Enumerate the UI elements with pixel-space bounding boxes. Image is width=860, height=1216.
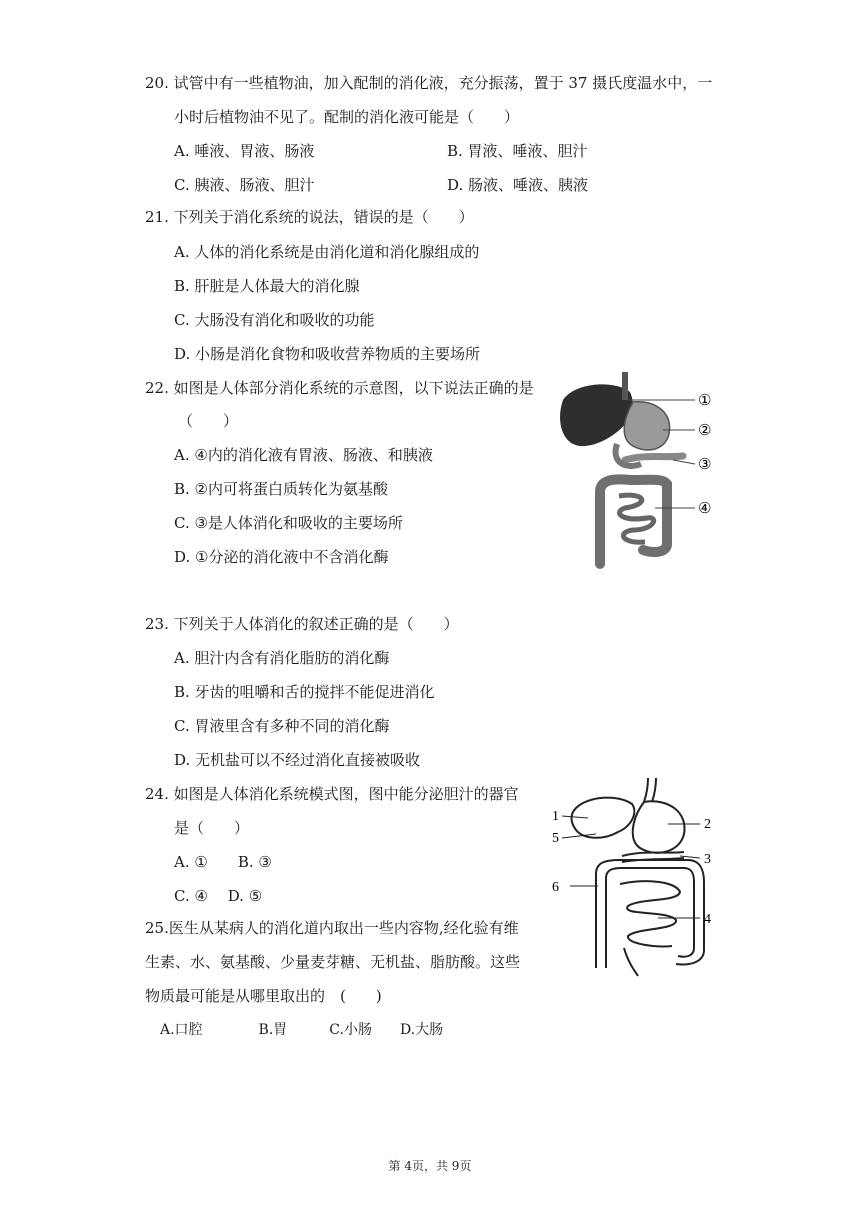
figure-label: 4	[704, 912, 711, 927]
figure-label: 5	[552, 831, 559, 846]
q22-option-d: D. ①分泌的消化液中不含消化酶	[174, 548, 389, 566]
q21-option-d: D. 小肠是消化食物和吸收营养物质的主要场所	[174, 345, 481, 363]
q20-option-a: A. 唾液、胃液、肠液	[174, 142, 315, 160]
stomach-shape	[624, 402, 669, 450]
q22-option-b: B. ②内可将蛋白质转化为氨基酸	[174, 480, 389, 498]
q23-option-c: C. 胃液里含有多种不同的消化酶	[174, 717, 390, 735]
q23-option-a: A. 胆汁内含有消化脂肪的消化酶	[174, 649, 390, 667]
q20-option-d: D. 肠液、唾液、胰液	[447, 176, 589, 194]
q20-stem-line1: 20. 试管中有一些植物油，加入配制的消化液，充分振荡，置于 37 摄氏度温水中，一	[145, 74, 713, 92]
q23-stem: 23. 下列关于人体消化的叙述正确的是（ ）	[145, 615, 459, 633]
figure-label: 3	[704, 852, 711, 867]
q21-stem: 21. 下列关于消化系统的说法，错误的是（ ）	[145, 208, 474, 226]
q22-stem-line2: （ ）	[178, 412, 239, 430]
liver-shape	[560, 384, 633, 446]
q20-stem-line2: 小时后植物油不见了。配制的消化液可能是（ ）	[174, 108, 520, 126]
digestive-system-figure-q24	[548, 778, 718, 978]
q25-stem-line1: 25.医生从某病人的消化道内取出一些内容物,经化验有维	[145, 919, 519, 937]
small-intestine-outline	[620, 881, 680, 946]
figure-label: 6	[552, 880, 559, 895]
q21-option-a: A. 人体的消化系统是由消化道和消化腺组成的	[174, 243, 480, 261]
q25-stem-line2: 生素、水、氨基酸、少量麦芽糖、无机盐、脂肪酸。这些	[145, 953, 521, 971]
q20-option-b: B. 胃液、唾液、胆汁	[447, 142, 588, 160]
q21-option-b: B. 肝脏是人体最大的消化腺	[174, 277, 360, 295]
small-intestine-shape	[619, 495, 654, 542]
pancreas-shape	[625, 456, 683, 460]
q24-options-cd: C. ④ D. ⑤	[174, 887, 263, 905]
q20-option-c: C. 胰液、肠液、胆汁	[174, 176, 315, 194]
figure-label: ④	[698, 499, 712, 517]
large-intestine-shape	[600, 479, 667, 564]
figure-label: ③	[698, 455, 712, 473]
q22-option-c: C. ③是人体消化和吸收的主要场所	[174, 514, 403, 532]
q21-option-c: C. 大肠没有消化和吸收的功能	[174, 311, 375, 329]
stomach-outline	[633, 801, 685, 852]
q25-stem-line3: 物质最可能是从哪里取出的 ( )	[145, 987, 382, 1005]
page-footer: 第 4页，共 9页	[388, 1159, 472, 1173]
q23-option-d: D. 无机盐可以不经过消化直接被吸收	[174, 751, 421, 769]
q24-stem-line2: 是（ ）	[174, 819, 250, 837]
q23-option-b: B. 牙齿的咀嚼和舌的搅拌不能促进消化	[174, 683, 435, 701]
q22-option-a: A. ④内的消化液有胃液、肠液、和胰液	[174, 446, 433, 464]
figure-label: 2	[704, 817, 711, 832]
pancreas-outline	[622, 852, 684, 856]
q22-stem-line1: 22. 如图是人体部分消化系统的示意图，以下说法正确的是	[145, 379, 534, 397]
figure-label: ②	[698, 421, 712, 439]
q25-options: A.口腔 B.胃 C.小肠 D.大肠	[160, 1022, 444, 1038]
figure-label: ①	[698, 391, 712, 409]
figure-label: 1	[552, 809, 559, 824]
q24-options-ab: A. ① B. ③	[174, 853, 272, 871]
q24-stem-line1: 24. 如图是人体消化系统模式图，图中能分泌胆汁的器官	[145, 785, 519, 803]
digestive-system-figure-q22	[555, 372, 725, 577]
